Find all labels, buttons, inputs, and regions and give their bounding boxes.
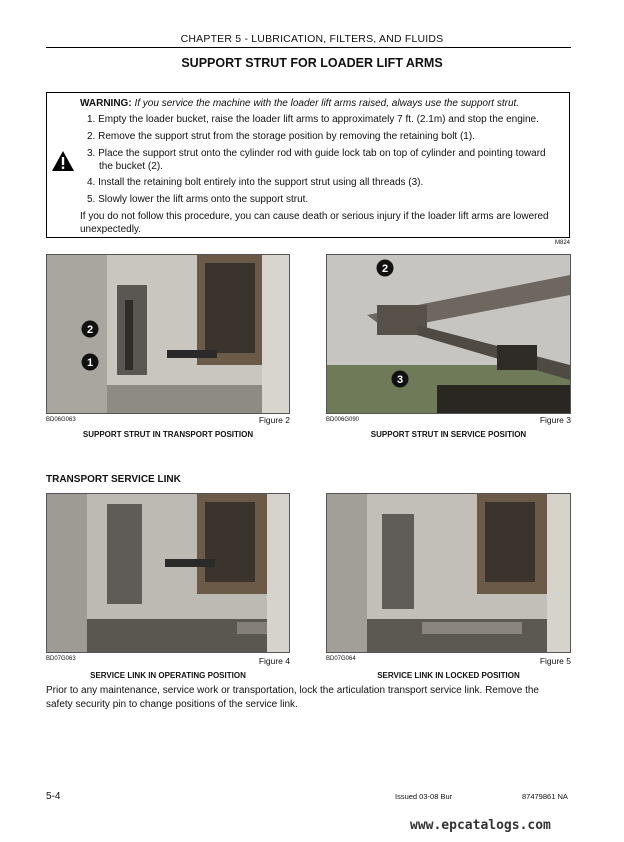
warning-intro: If you service the machine with the loader lift arms raised, always use the support strut.	[134, 98, 520, 109]
callout-1-fig2	[81, 353, 99, 376]
figure-2-code: BD06G063	[46, 417, 76, 423]
callout-3-fig3-label: 3	[396, 374, 404, 386]
warning-note-line2: unexpectedly.	[80, 224, 141, 235]
warning-step-3: 3. Place the support strut onto the cylinder rod with guide lock tab on top of cylinder and pointing toward	[87, 148, 546, 159]
part-number: 87479861 NA	[522, 792, 568, 801]
warning-triangle-icon	[51, 150, 75, 172]
service-link-para-line2: safety security pin to change positions of the service link.	[46, 699, 298, 710]
watermark-link[interactable]: www.epcatalogs.com	[410, 818, 551, 833]
figure-3-label: Figure 3	[539, 415, 571, 425]
chapter-header: CHAPTER 5 - LUBRICATION, FILTERS, AND FLUIDS	[180, 33, 444, 45]
warning-step-1: 1. Empty the loader bucket, raise the loader lift arms to approximately 7 ft. (2.1m) and stop the engine.	[87, 114, 539, 125]
figure-4-photo	[46, 493, 290, 653]
figure-5-caption: SERVICE LINK IN LOCKED POSITION	[377, 671, 520, 680]
figure-4-code: BD07G063	[46, 656, 76, 662]
figure-4-caption: SERVICE LINK IN OPERATING POSITION	[90, 671, 246, 680]
figure-5-code: BD07G064	[326, 656, 356, 662]
warning-step-2: 2. Remove the support strut from the storage position by removing the retaining bolt (1).	[87, 131, 475, 142]
warning-note-line1: If you do not follow this procedure, you can cause death or serious injury if the loader lift arms are lowered	[80, 211, 549, 222]
warning-heading	[80, 98, 565, 109]
callout-1-fig2-label: 1	[86, 357, 94, 369]
figure-3-photo	[326, 254, 571, 414]
warning-step-4: 4. Install the retaining bolt entirely into the support strut using all threads (3).	[87, 177, 424, 188]
figure-3-code: BD006G090	[326, 417, 360, 423]
figure-5-photo	[326, 493, 571, 653]
warning-step-5: 5. Slowly lower the lift arms onto the support strut.	[87, 194, 309, 205]
callout-3-fig3	[391, 370, 409, 393]
figure-3-caption: SUPPORT STRUT IN SERVICE POSITION	[370, 430, 527, 439]
header-rule	[46, 47, 571, 48]
callout-2-fig2	[81, 320, 99, 343]
service-link-para-line1: Prior to any maintenance, service work or transportation, lock the articulation transport service link. Remove the	[46, 685, 539, 696]
callout-2-fig2-label: 2	[86, 324, 94, 336]
page-number: 5-4	[46, 791, 61, 802]
warning-step-3-cont: the bucket (2).	[99, 161, 163, 172]
figure-5-label: Figure 5	[539, 656, 571, 666]
callout-2-fig3-label: 2	[381, 263, 389, 275]
figure-2-label: Figure 2	[258, 415, 290, 425]
warning-label: WARNING:	[80, 98, 132, 109]
callout-2-fig3	[376, 259, 394, 282]
issued-text: Issued 03-08 Bur	[395, 792, 453, 801]
figure-4-label: Figure 4	[258, 656, 290, 666]
section-title: TRANSPORT SERVICE LINK	[46, 474, 181, 485]
figure-2-caption: SUPPORT STRUT IN TRANSPORT POSITION	[82, 430, 254, 439]
warning-ref-code: M824	[554, 240, 570, 246]
page-title: SUPPORT STRUT FOR LOADER LIFT ARMS	[181, 56, 443, 70]
